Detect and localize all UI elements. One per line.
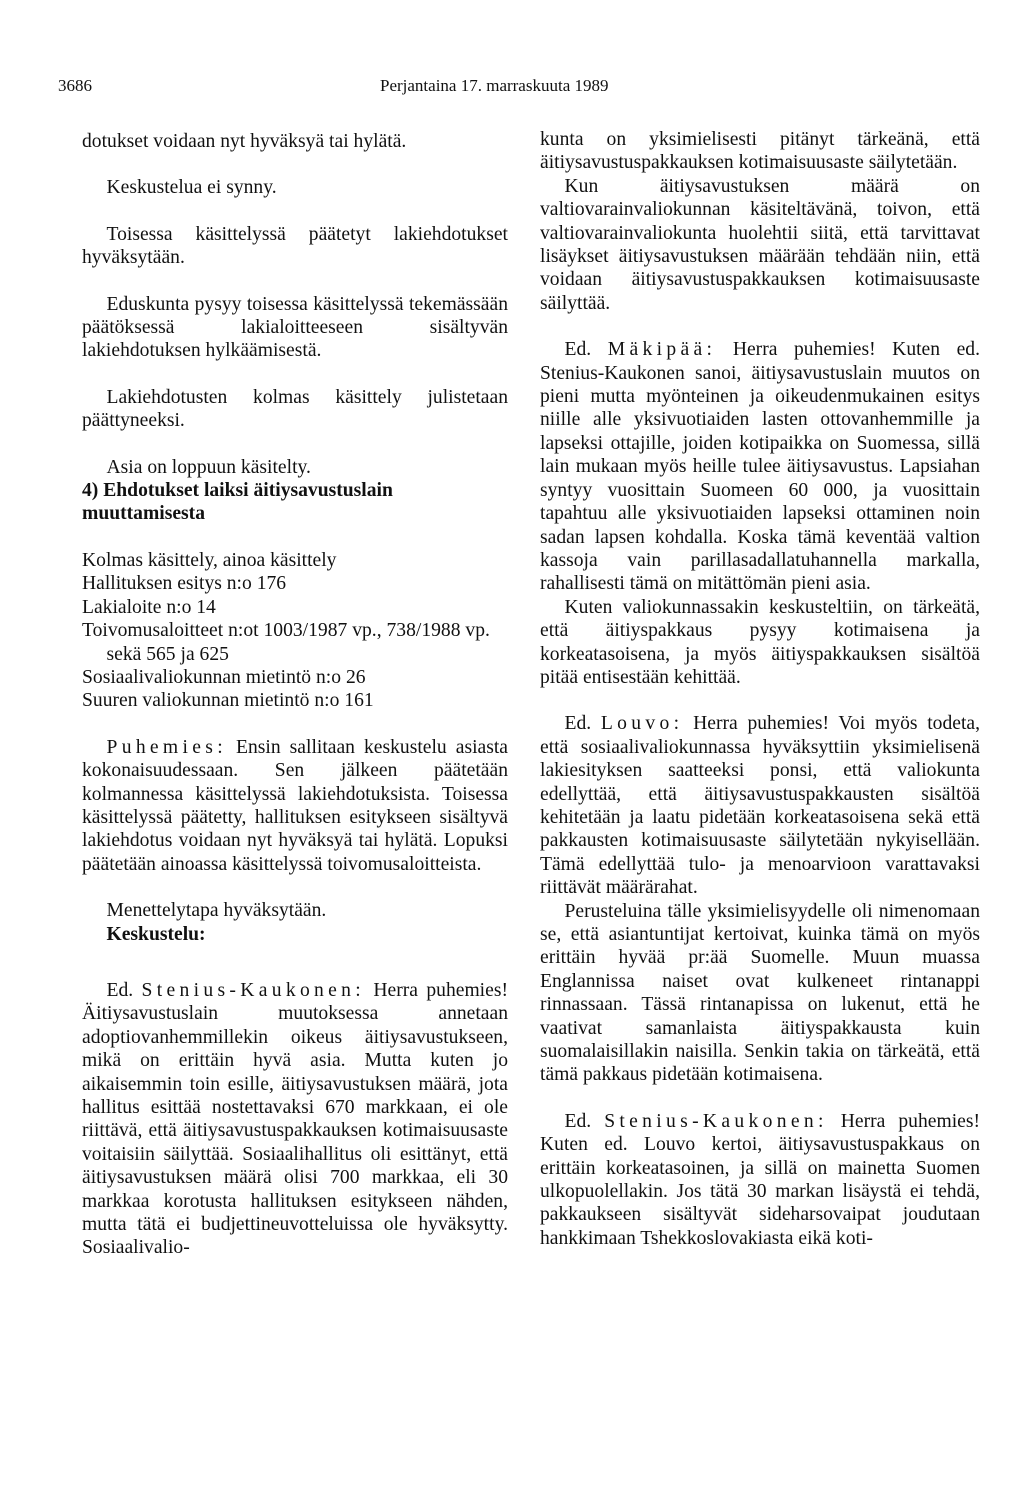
- paragraph: dotukset voidaan nyt hyväksyä tai hylätä.: [82, 131, 407, 152]
- reference-line: Hallituksen esitys n:o 176: [82, 573, 287, 595]
- paragraph: Asia on loppuun käsitelty.: [106, 456, 311, 478]
- speaker-prefix: Ed.: [564, 1110, 592, 1132]
- speech-text: Herra puhemies! Kuten ed. Louvo kertoi, äitiysavustuspakkaus on erittäin korkeatasoinen, ja sillä on mainetta Suomen ulkopuolellakin. Jos tätä 30 markan lisäystä ei tehdä, pakkaukseen sisältyvät sideharsovaipat joudutaan hankkimaan Tshekkoslovakiasta eikä koti-: [540, 1110, 980, 1249]
- paragraph: Keskustelua ei synny.: [106, 177, 277, 199]
- speaker-paragraph: [82, 736, 508, 876]
- paragraph: kunta on yksimielisesti pitänyt tärkeänä, että äitiysavustuspakkauksen kotimaisuusaste säilytetään.: [540, 129, 980, 174]
- paragraph: Kun äitiysavustuksen määrä on valtiovarainvaliokunnan käsiteltävänä, toivon, että valtiovarainvaliokunta huolehtii siitä, että tarvittavat lisäykset äitiysavustuksen määrään tehdään niin, että voidaan äitiysavustuspakkauksen kotimaisuusaste säilyttää.: [540, 175, 980, 314]
- reference-line: Suuren valiokunnan mietintö n:o 161: [82, 690, 374, 712]
- speaker-name: Stenius-Kaukonen:: [141, 979, 366, 1001]
- reference-line: Kolmas käsittely, ainoa käsittely: [82, 549, 337, 571]
- speech-text: Herra puhemies! Kuten ed. Stenius-Kaukonen sanoi, äitiysavustuslain muutos on pieni mutta myönteinen ja oikeudenmukainen esitys niille alle yksivuotiaiden lasten ottovanhemmille ja lapseksi ottajille, joiden kotipaikka on Suomessa, sillä lain mukaan myös heille tulee äitiysavustus. Lapsiahan syntyy vuosittain Suomeen 60 000, ja vuosittain tapahtuu alle yksivuotiaiden lapseksi ottaminen noin sadan lapsen kohdalla. Koska tämä keventää valtion kassoja vain parillasadallatuhannella markalla, rahallisesti tämä on mitättömän pieni asia.: [540, 339, 981, 595]
- speaker-name: Stenius-Kaukonen:: [604, 1110, 828, 1132]
- discussion-heading: Keskustelu:: [106, 923, 206, 945]
- page-header: [58, 76, 698, 100]
- speech-text: Herra puhemies! Äitiysavustuslain muutoksessa annetaan adoptiovanhemmillekin oikeus äitiysavustukseen, mikä on erittäin hyvä asia. Mutta kuten jo aikaisemmin toin esille, äitiysavustuksen määrä, jota hallitus esittää nostettavaksi 670 markkaan, ei ole riittävä, että äitiysavustuspakkauksen kotimaisuusaste voitaisiin säilyttää. Sosiaalihallitus oli esittänyt, että äitiysavustuksen määrä olisi 700 markkaa, eli 30 markkaa korotusta hallituksen esitykseen nähden, mutta tätä ei budjettineuvotteluissa ole hyväksytty. Sosiaalivalio-: [82, 979, 508, 1259]
- paragraph: Toisessa käsittelyssä päätetyt lakiehdotukset hyväksytään.: [82, 223, 508, 269]
- speaker-paragraph: [82, 979, 508, 1260]
- speaker-name: Puhemies:: [106, 736, 227, 758]
- reference-line: Toivomusaloitteet n:ot 1003/1987 vp., 738/1988 vp. sekä 565 ja 625: [82, 620, 490, 665]
- speech-text: Ensin sallitaan keskustelu asiasta kokonaisuudessaan. Sen jälkeen päätetään kolmannessa käsittelyssä lakiehdotuksista. Toisessa käsittelyssä päätetty, hallituksen esitykseen sisältyvä lakiehdotus voidaan nyt hyväksyä tai hylätä. Lopuksi päätetään ainoassa käsittelyssä toivomusaloitteista.: [82, 736, 508, 875]
- document-references: [82, 549, 508, 713]
- paragraph: Menettelytapa hyväksytään.: [106, 900, 327, 922]
- speech-text: Herra puhemies! Voi myös todeta, että sosiaalivaliokunnassa hyväksyttiin yksimielisenä lakiesityksen saatteeksi ponsi, että valiokunta edellyttää, että äitiysavustuspakkausten sisältöä kehitetään ja laatu pidetään korkeatasoisena sekä että pakkausten kotimaisuusaste säilytetään nykyisellään. Tämä edellyttää tulo- ja menoarvioon varattavaksi riittävät määrärahat.: [540, 713, 980, 899]
- speaker-prefix: Ed.: [564, 713, 592, 735]
- left-column: [82, 130, 508, 1260]
- speaker-paragraph: [540, 338, 980, 595]
- speaker-prefix: Ed.: [564, 339, 592, 361]
- right-column: [540, 128, 980, 1250]
- paragraph: Eduskunta pysyy toisessa käsittelyssä tekemässään päätöksessä lakialoitteeseen sisältyvän lakiehdotuksen hylkäämisestä.: [82, 293, 508, 362]
- section-heading: 4) Ehdotukset laiksi äitiysavustuslain muuttamisesta: [82, 480, 393, 525]
- speaker-prefix: Ed.: [106, 979, 134, 1001]
- speaker-paragraph: [540, 1110, 980, 1250]
- page-number: 3686: [58, 76, 92, 95]
- reference-line: Lakialoite n:o 14: [82, 596, 216, 618]
- speaker-name: Mäkipää:: [607, 339, 717, 361]
- paragraph: Perusteluina tälle yksimielisyydelle oli nimenomaan se, että asiantuntijat kertoivat, kuinka tämä on myös erittäin hyvää pr:ää Suomelle. Muun muassa Englannissa naiset ovat kulkeneet rintanappi rinnassaan. Tässä rintanapissa on lukenut, että he vaativat samanlaista äitiyspakkausta kuin suomalaisillakin naisilla. Senkin takia on tärkeätä, että tämä pakkaus pidetään kotimaisena.: [540, 900, 980, 1086]
- reference-line: Sosiaalivaliokunnan mietintö n:o 26: [82, 666, 366, 688]
- speaker-name: Louvo:: [600, 713, 684, 735]
- paragraph: Lakiehdotusten kolmas käsittely julistetaan päättyneeksi.: [82, 386, 508, 432]
- speaker-paragraph: [540, 712, 980, 899]
- header-date: Perjantaina 17. marraskuuta 1989: [380, 76, 609, 95]
- paragraph: Kuten valiokunnassakin keskusteltiin, on tärkeätä, että äitiyspakkaus pysyy kotimaisena ja korkeatasoisena, ja myös äitiyspakkauksen sisältöä pitää entisestään kehittää.: [540, 596, 980, 688]
